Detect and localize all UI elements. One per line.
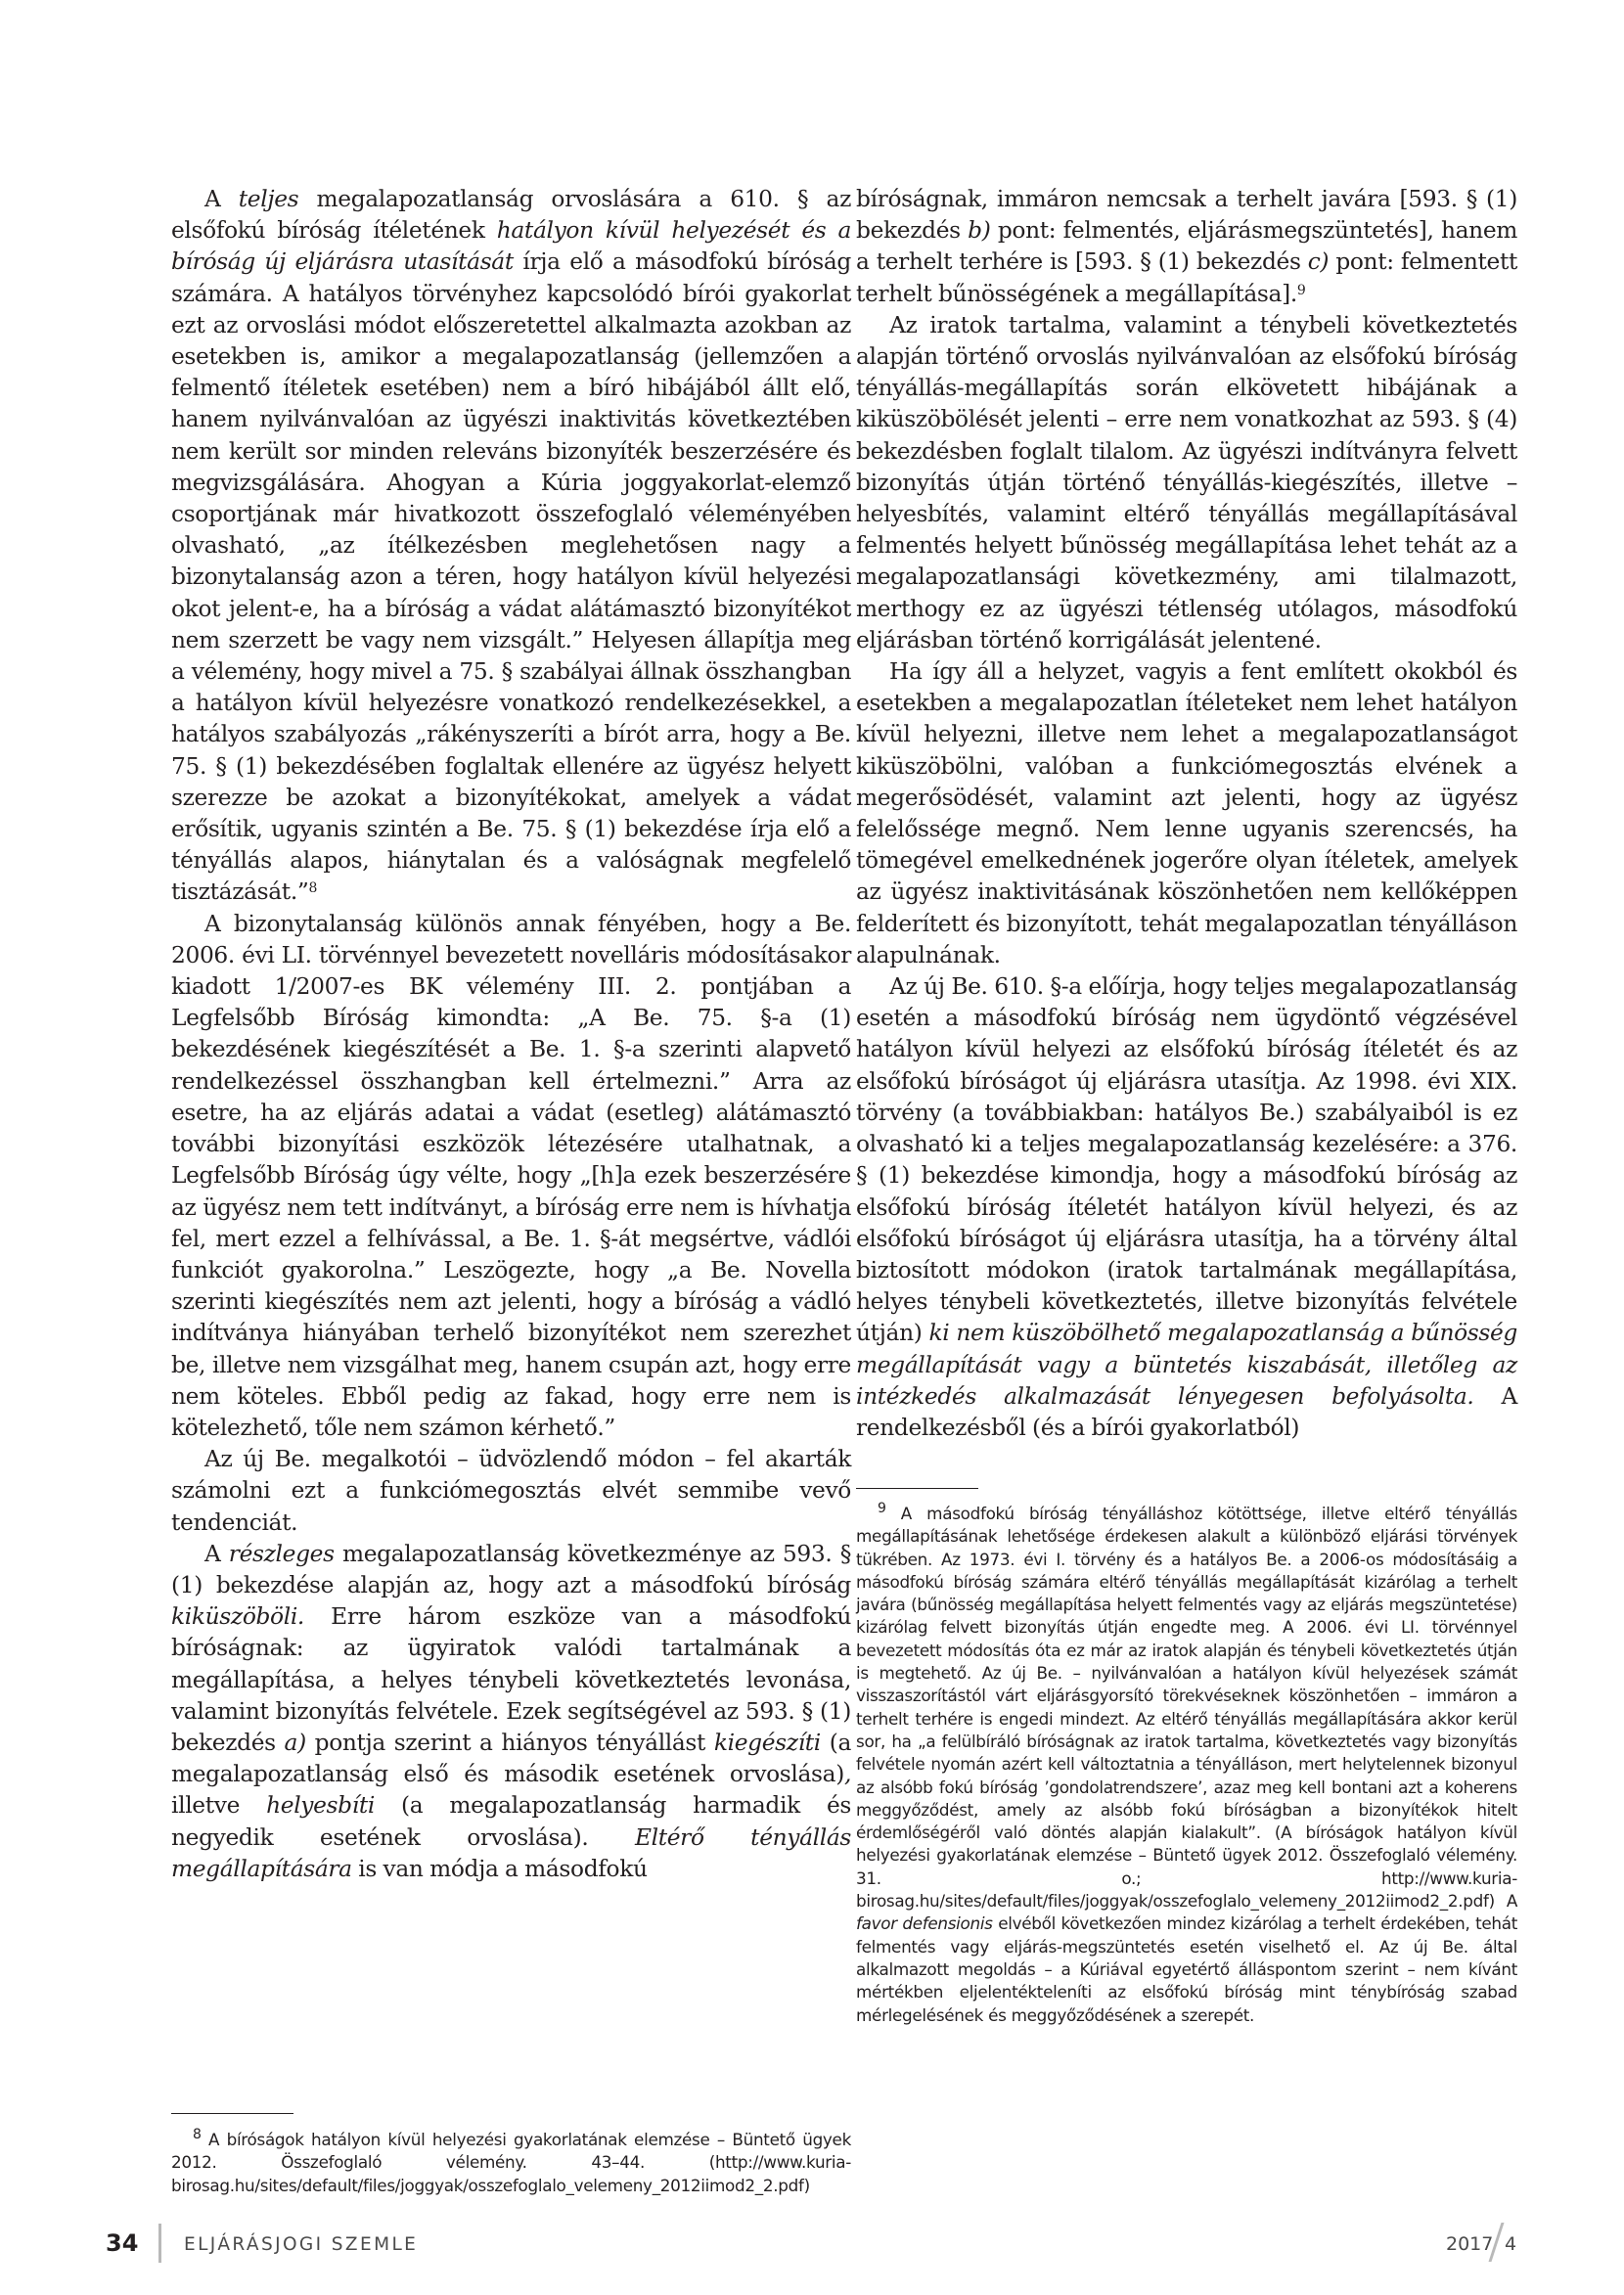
- footnote-ref-8: 8: [308, 880, 317, 897]
- issue-year: 2017: [1446, 2233, 1494, 2255]
- right-paragraph-2: Az iratok tartalma, valamint a ténybeli következtetés alapján történő orvoslás nyilvánvalóan az elsőfokú bíróság tényállás-megállapítás során elkövetett hibájának a kiküszöbölését jelenti – erre nem vonatkozhat az 593. § (4) bekezdésben foglalt tilalom. Az ügyészi indítványra felvett bizonyítás útján történő tényállás-kiegészítés, illetve – helyesbítés, valamint eltérő tényállás megállapításával felmentés helyett bűnösség megállapítása lehet tehát az a megalapozatlansági következmény, ami tilalmazott, merthogy ez az ügyészi tétlenség utólagos, másodfokú eljárásban történő korrigálását jelentené.: [856, 311, 1517, 653]
- right-paragraph-4: Az új Be. 610. §-a előírja, hogy teljes megalapozatlanság esetén a másodfokú bíróság nem ügydöntő végzésével hatályon kívül helyezi az elsőfokú bíróság ítéletét és az elsőfokú bíróságot új eljárásra utasítja. Az 1998. évi XIX. törvény (a továbbiakban: hatályos Be.) szabályaiból is ez olvasható ki a teljes megalapozatlanság kezelésére: a 376. § (1) bekezdése kimondja, hogy a másodfokú bíróság az elsőfokú bíróság ítéletét hatályon kívül helyezi, és az elsőfokú bíróságot új eljárásra utasítja, ha a törvény által biztosított módokon (iratok tartalmának megállapítása, helyes ténybeli következtetés, illetve bizonyítás felvétele útján) ki nem küszöbölhető megalapozatlanság a bűnösség megállapítását vagy a büntetés kiszabását, illetőleg az intézkedés alkalmazását lényegesen befolyásolta. A rendelkezésből (és a bírói gyakorlatból): [856, 973, 1517, 1441]
- footnote-separator-right: [856, 1488, 978, 1489]
- left-paragraph-4: A részleges megalapozatlanság következménye az 593. § (1) bekezdése alapján az, hogy azt a másodfokú bíróság kiküszöböli. Erre három eszköze van a másodfokú bíróságnak: az ügyiratok valódi tartalmának a megállapítása, a helyes ténybeli következtetés levonása, valamint bizonyítás felvétele. Ezek segítségével az 593. § (1) bekezdés a) pontja szerint a hiányos tényállást kiegészíti (a megalapozatlanság első és második esetének orvoslása), illetve helyesbíti (a megalapozatlanság harmadik és negyedik esetének orvoslása). Eltérő tényállás megállapítására is van módja a másodfokú: [171, 1540, 851, 1882]
- left-paragraph-2: A bizonytalanság különös annak fényében, hogy a Be. 2006. évi LI. törvénnyel bevezetett novelláris módosításakor kiadott 1/2007-es BK vélemény III. 2. pontjában a Legfelsőbb Bíróság kimondta: „A Be. 75. §-a (1) bekezdésének kiegészítését a Be. 1. §-a szerinti alapvető rendelkezéssel összhangban kell értelmezni.” Arra az esetre, ha az eljárás adatai a vádat (esetleg) alátámasztó további bizonyítási eszközök létezésére utalhatnak, a Legfelsőbb Bíróság úgy vélte, hogy „[h]a ezek beszerzésére az ügyész nem tett indítványt, a bíróság erre nem is hívhatja fel, mert ezzel a felhívással, a Be. 1. §-át megsértve, vádlói funkciót gyakorolna.” Leszögezte, hogy „a Be. Novella szerinti kiegészítés nem azt jelenti, hogy a bíróság a vádló indítványa hiányában terhelő bizonyítékot nem szerezhet be, illetve nem vizsgálhat meg, hanem csupán azt, hogy erre nem köteles. Ebből pedig az fakad, hogy erre nem is kötelezhető, tőle nem számon kérhető.”: [171, 910, 851, 1441]
- journal-name: ELJÁRÁSJOGI SZEMLE: [184, 2234, 419, 2255]
- left-column: [171, 184, 851, 1885]
- left-paragraph-3: Az új Be. megalkotói – üdvözlendő módon – fel akarták számolni ezt a funkciómegosztás elvét semmibe vevő tendenciát.: [171, 1446, 851, 1536]
- folio-divider: [158, 2224, 161, 2263]
- issue-number: 4: [1505, 2233, 1517, 2255]
- right-paragraph-1: bíróságnak, immáron nemcsak a terhelt javára [593. § (1) bekezdés b) pont: felmentés, eljárásmegszüntetés], hanem a terhelt terhére is [593. § (1) bekezdés c) pont: felmentett terhelt bűnösségének a megállapítása].$^9$: [856, 186, 1517, 307]
- page-number: 34: [106, 2229, 139, 2257]
- footnote-ref-9: 9: [1296, 282, 1306, 298]
- footnote-8: $^8$ A bíróságok hatályon kívül helyezési gyakorlatának elemzése – Büntető ügyek 2012. Összefoglaló vélemény. 43–44. (http://www.kuria-birosag.hu/sites/default/files/joggyak/osszefoglalo_velemeny_2012iimod2_2.pdf): [171, 2127, 851, 2195]
- right-paragraph-3: Ha így áll a helyzet, vagyis a fent említett okokból és esetekben a megalapozatlan ítéleteket nem lehet hatályon kívül helyezni, illetve nem lehet a megalapozatlanságot kiküszöbölni, valóban a funkciómegosztás elvének a megerősödését, valamint azt jelenti, hogy az ügyész felelőssége megnő. Nem lenne ugyanis szerencsés, ha tömegével emelkednének jogerőre olyan ítéletek, amelyek az ügyész inaktivitásának köszönhetően nem kellőképpen felderített és bizonyított, tehát megalapozatlan tényálláson alapulnának.: [856, 658, 1517, 968]
- footnote-separator-left: [171, 2113, 293, 2114]
- footnote-9: $^9$ A másodfokú bíróság tényálláshoz kötöttsége, illetve eltérő tényállás megállapításának lehetősége érdekesen alakult a különböző eljárási törvények tükrében. Az 1973. évi I. törvény és a hatályos Be. a 2006-os módosításáig a másodfokú bíróság számára eltérő tényállás megállapítását kizárólag a terhelt javára (bűnösség megállapítása helyett felmentés vagy az eljárás megszüntetése) kizárólag felvett bizonyítás útján engedte meg. A 2006. évi LI. törvénnyel bevezetett módosítás óta ez már az iratok alapján és ténybeli következtetés útján is megtehető. Az új Be. – nyilvánvalóan a hatályon kívül helyezések számát visszaszorítástól várt eljárásgyorsító törekvéseknek köszönhetően – immáron a terhelt terhére is engedi mindezt. Az eltérő tényállás megállapítására akkor kerül sor, ha „a felülbíráló bíróságnak az iratok tartalma, következtetés vagy bizonyítás felvétele nyomán azért kell változtatnia a tényálláson, mert helytelennek bizonyul az alsóbb fokú bíróság ’gondolatrendszere’, azaz meg kell bontani azt a koherens meggyőződést, amely az alsóbb fokú bíróságban a bizonyítékok hitelt érdemlőségéről való döntés alapján kialakult”. (A bíróságok hatályon kívül helyezési gyakorlatának elemzése – Büntető ügyek 2012. Összefoglaló vélemény. 31. o.; http://www.kuria-birosag.hu/sites/default/files/joggyak/osszefoglalo_velemeny_2012iimod2_2.pdf) A favor defensionis elvéből következően mindez kizárólag a terhelt érdekében, tehát felmentés vagy eljárás-megszüntetés esetén viselhető el. Az új Be. által alkalmazott megoldás – a Kúriával egyetértő álláspontom szerint – nem kívánt mértékben eljelentékteleníti az elsőfokú bíróság mint ténybíróság szabad mérlegelésének és meggyőződésének a szerepét.: [856, 1501, 1517, 2025]
- left-paragraph-1: A teljes megalapozatlanság orvoslására a 610. § az elsőfokú bíróság ítéletének hatályon kívül helyezését és a bíróság új eljárásra utasítását írja elő a másodfokú bíróság számára. A hatályos törvényhez kapcsolódó bírói gyakorlat ezt az orvoslási módot előszeretettel alkalmazta azokban az esetekben is, amikor a megalapozatlanság (jellemzően a felmentő ítéletek esetében) nem a bíró hibájából állt elő, hanem nyilvánvalóan az ügyészi inaktivitás következtében nem került sor minden releváns bizonyíték beszerzésére és megvizsgálására. Ahogyan a Kúria joggyakorlat-elemző csoportjának már hivatkozott összefoglaló véleményében olvasható, „az ítélkezésben meglehetősen nagy a bizonytalanság azon a téren, hogy hatályon kívül helyezési okot jelent-e, ha a bíróság a vádat alátámasztó bizonyítékot nem szerzett be vagy nem vizsgált.” Helyesen állapítja meg a vélemény, hogy mivel a 75. § szabályai állnak összhangban a hatályon kívül helyezésre vonatkozó rendelkezésekkel, a hatályos szabályozás „rákényszeríti a bírót arra, hogy a Be. 75. § (1) bekezdésében foglaltak ellenére az ügyész helyett szerezze be azokat a bizonyítékokat, amelyek a vádat erősítik, ugyanis szintén a Be. 75. § (1) bekezdése írja elő a tényállás alapos, hiánytalan és a valóságnak megfelelő tisztázását.”$^8$: [171, 186, 852, 906]
- right-column: [856, 184, 1517, 1444]
